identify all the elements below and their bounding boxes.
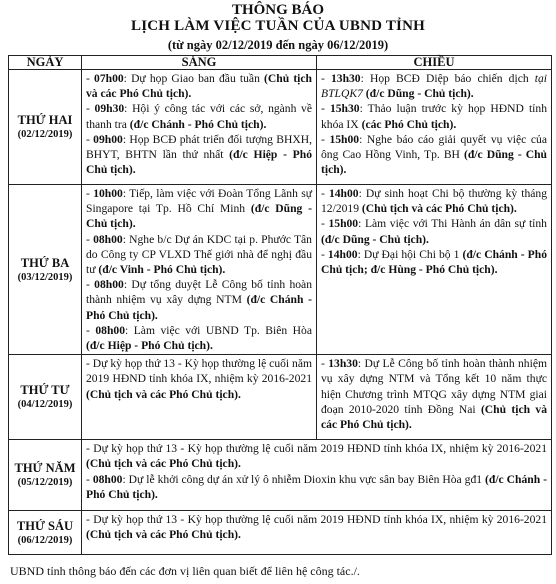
- schedule-entry: - 09h30: Hội ý công tác với các sở, ngành về thanh tra (đ/c Chánh - Phó Chủ tịch).: [86, 102, 313, 131]
- schedule-entry: - 14h00: Dự Đại hội Chi bộ 1 (đ/c Chánh - Phó Chủ tịch; đ/c Hùng - Phó Chủ tịch).: [321, 247, 548, 277]
- notice-title: THÔNG BÁO: [231, 2, 325, 18]
- day-cell: [9, 70, 82, 185]
- day-date: (04/12/2019): [17, 399, 73, 411]
- entry-text: Dự tổng duyệt Lễ Công bố tỉnh hoàn thành nhiệm vụ xây dựng NTM: [86, 278, 312, 307]
- day-name: THỨ HAI: [17, 112, 73, 127]
- entry-attendees: (các Phó Chủ tịch).: [361, 117, 457, 131]
- entry-attendees: (đ/c Chánh - Phó Chủ tịch).: [86, 472, 547, 501]
- entry-text: Họp BCĐ phát triển đối tượng BHXH, BHYT, BHTN lần thứ nhất: [86, 132, 312, 162]
- entry-time: 14h00: [327, 247, 358, 261]
- entry-time: 09h30: [94, 102, 125, 116]
- entry-text: Thảo luận trước kỳ họp HĐND tỉnh khóa IX: [321, 102, 547, 131]
- entry-text: Họp BCĐ Diệp báo chiến dịch: [369, 72, 535, 85]
- day-date: (02/12/2019): [17, 129, 73, 141]
- entry-text: Dự Lễ Công bố tỉnh hoàn thành nhiệm vụ xây dựng NTM và Tổng kết 10 năm thực hiện Chương trình MTQG xây dựng NTM giai đoạn 2010-2020 tỉnh Đồng Nai: [321, 357, 547, 416]
- schedule-entry: - Dự kỳ họp thứ 13 - Kỳ họp thường lệ cuối năm 2019 HĐND tỉnh khóa IX, nhiệm kỳ 2016-2021 (Chủ tịch và các Phó Chủ tịch).: [86, 442, 547, 471]
- schedule-entry: - 13h30: Họp BCĐ Diệp báo chiến dịch tại BTLQK7 (đ/c Dũng - Chủ tịch).: [321, 72, 547, 101]
- day-name: THỨ SÁU: [16, 518, 74, 533]
- afternoon-cell: [317, 70, 552, 185]
- schedule-entry: - 08h00: Dự lễ khởi công dự án xử lý ô nhiễm Dioxin khu vực sân bay Biên Hòa gđ1 (đ/c Chánh - Phó Chủ tịch).: [86, 472, 547, 501]
- entry-attendees: (đ/c Dũng - Chủ tịch).: [321, 148, 547, 177]
- schedule-entry: - Dự kỳ họp thứ 13 - Kỳ họp thường lệ cuối năm 2019 HĐND tỉnh khóa IX, nhiệm kỳ 2016-2021 (Chủ tịch và các Phó Chủ tịch).: [86, 513, 547, 542]
- entry-time: 13h30: [328, 357, 358, 371]
- day-cell: [9, 185, 82, 355]
- schedule-entry: - 08h00: Dự tổng duyệt Lễ Công bố tỉnh hoàn thành nhiệm vụ xây dựng NTM (đ/c Chánh - Phó Chủ tịch).: [86, 278, 312, 322]
- entry-text: Dự Đại hội Chi bộ 1: [363, 247, 463, 261]
- schedule-entry: - 08h00: Nghe b/c Dự án KDC tại p. Phước Tân do Công ty CP VLXD Thế giới nhà để nghị đầu tư (đ/c Vinh - Phó Chủ tịch).: [86, 232, 312, 277]
- entry-attendees: (Chủ tịch và các Phó Chủ tịch).: [86, 72, 312, 101]
- entry-time: 13h30: [330, 72, 361, 85]
- entry-text: Làm việc với UBND Tp. Biên Hòa: [133, 323, 312, 337]
- entry-attendees: (đ/c Vinh - Phó Chủ tịch).: [98, 263, 226, 277]
- schedule-entry: - 10h00: Tiếp, làm việc với Đoàn Tổng Lãnh sự Singapore tại Tp. Hồ Chí Minh (đ/c Dũng - Chủ tịch).: [86, 187, 312, 231]
- entry-attendees: (đ/c Chánh - Phó Chủ tịch; đ/c Hùng - Phó Chủ tịch).: [321, 247, 548, 277]
- header-row: [9, 56, 552, 70]
- schedule-entry: - 08h00: Làm việc với UBND Tp. Biên Hòa (đ/c Hiệp - Phó Chủ tịch).: [86, 323, 312, 353]
- entry-attendees: (Chủ tịch và các Phó Chủ tịch).: [361, 202, 517, 216]
- entry-attendees: (Chủ tịch và các Phó Chủ tịch).: [86, 457, 241, 471]
- morning-cell: [82, 185, 317, 355]
- day-cell: [9, 355, 82, 440]
- entry-text: Dự lễ khởi công dự án xử lý ô nhiễm Dioxin khu vực sân bay Biên Hòa gđ1: [128, 472, 486, 486]
- entry-time: 14h00: [328, 187, 359, 200]
- entry-attendees: (đ/c Dũng - Chủ tịch).: [321, 232, 429, 246]
- footer-note: UBND tỉnh thông báo đến các đơn vị liên quan biết để liên hệ công tác./.: [10, 564, 360, 578]
- entry-text: Nghe báo cáo giải quyết vụ việc của ông Cao Hồng Vinh, Tp. BH: [321, 132, 547, 162]
- entry-time: 08h00: [92, 472, 123, 486]
- entry-text: Dự kỳ họp thứ 13 - Kỳ họp thường lệ cuối năm 2019 HĐND tỉnh khóa IX, nhiệm kỳ 2016-2021: [93, 513, 547, 527]
- table-row: [9, 70, 552, 185]
- table-row: [9, 185, 552, 355]
- entry-attendees: (đ/c Dũng - Chủ tịch).: [86, 202, 312, 231]
- day-date: (05/12/2019): [17, 477, 73, 489]
- day-name: THỨ NĂM: [14, 461, 76, 476]
- entry-time: 08h00: [94, 278, 124, 292]
- entry-text: Nghe b/c Dự án KDC tại p. Phước Tân do Công ty CP VLXD Thế giới nhà để nghị đầu tư: [86, 232, 312, 277]
- day-name: THỨ TƯ: [20, 383, 70, 398]
- entry-attendees: (đ/c Chánh - Phó Chủ tịch).: [129, 117, 267, 131]
- notice-subtitle: LỊCH LÀM VIỆC TUẦN CỦA UBND TỈNH: [131, 18, 425, 34]
- morning-cell: [82, 440, 552, 511]
- entry-time: 10h00: [93, 187, 123, 200]
- entry-text: Dự kỳ họp thứ 13 - Kỳ họp thường lệ cuối năm 2019 HĐND tỉnh khóa IX, nhiệm kỳ 2016-2021: [93, 442, 547, 456]
- entry-attendees: (đ/c Chánh - Phó Chủ tịch).: [86, 293, 312, 322]
- schedule-entry: - 15h30: Thảo luận trước kỳ họp HĐND tỉnh khóa IX (các Phó Chủ tịch).: [321, 102, 547, 131]
- entry-text: Làm việc với Thi Hành án dân sự tỉnh: [364, 217, 547, 231]
- entry-time: 09h00: [93, 132, 123, 146]
- entry-text: Tiếp, làm việc với Đoàn Tổng Lãnh sự Singapore tại Tp. Hồ Chí Minh: [86, 187, 312, 216]
- entry-time: 15h00: [329, 132, 360, 146]
- day-name: THỨ BA: [20, 255, 70, 270]
- schedule-entry: - 09h00: Họp BCĐ phát triển đối tượng BHXH, BHYT, BHTN lần thứ nhất (đ/c Hiệp - Phó Chủ tịch).: [86, 132, 312, 177]
- entry-time: 15h00: [328, 217, 359, 231]
- entry-time: 08h00: [93, 232, 123, 246]
- entry-time: 08h00: [95, 323, 125, 337]
- col-header-morning: SÁNG: [82, 56, 317, 70]
- morning-cell: [82, 511, 552, 555]
- entry-location: tại BTLQK7: [321, 72, 547, 101]
- entry-attendees: (đ/c Hiệp - Phó Chủ tịch).: [86, 148, 312, 177]
- date-range: (từ ngày 02/12/2019 đến ngày 06/12/2019): [167, 38, 389, 52]
- entry-time: 15h30: [329, 102, 360, 116]
- day-cell: [9, 511, 82, 555]
- col-header-afternoon: CHIỀU: [317, 56, 552, 70]
- table-row: [9, 440, 552, 511]
- col-header-day: NGÀY: [9, 56, 82, 70]
- schedule-entry: - 07h00: Dự họp Giao ban đầu tuần (Chủ tịch và các Phó Chủ tịch).: [86, 72, 312, 101]
- table-row: [9, 511, 552, 555]
- schedule-table: [8, 55, 552, 555]
- afternoon-cell: [317, 355, 552, 440]
- entry-attendees: (đ/c Dũng - Chủ tịch).: [362, 87, 474, 101]
- entry-attendees: (đ/c Hiệp - Phó Chủ tịch).: [86, 339, 213, 353]
- table-row: [9, 355, 552, 440]
- entry-text: Dự sinh hoạt Chi bộ thường kỳ tháng 12/2019: [321, 187, 547, 216]
- entry-text: Dự kỳ họp thứ 13 - Kỳ họp thường lệ cuối năm 2019 HĐND tỉnh khóa IX, nhiệm kỳ 2016-2021: [86, 357, 313, 386]
- schedule-entry: - Dự kỳ họp thứ 13 - Kỳ họp thường lệ cuối năm 2019 HĐND tỉnh khóa IX, nhiệm kỳ 2016-2021 (Chủ tịch và các Phó Chủ tịch).: [86, 357, 313, 401]
- schedule-entry: - 15h00: Làm việc với Thi Hành án dân sự tỉnh (đ/c Dũng - Chủ tịch).: [321, 217, 547, 246]
- day-date: (03/12/2019): [17, 271, 73, 283]
- entry-text: Hội ý công tác với các sở, ngành về thanh tra: [86, 102, 313, 131]
- entry-attendees: (Chủ tịch và các Phó Chủ tịch).: [321, 402, 547, 432]
- day-cell: [9, 440, 82, 511]
- morning-cell: [82, 70, 317, 185]
- entry-attendees: (Chủ tịch và các Phó Chủ tịch).: [86, 528, 241, 542]
- day-date: (06/12/2019): [17, 534, 73, 546]
- schedule-entry: - 15h00: Nghe báo cáo giải quyết vụ việc của ông Cao Hồng Vinh, Tp. BH (đ/c Dũng - Chủ tịch).: [321, 132, 547, 177]
- entry-text: Dự họp Giao ban đầu tuần: [131, 72, 265, 85]
- schedule-entry: - 13h30: Dự Lễ Công bố tỉnh hoàn thành nhiệm vụ xây dựng NTM và Tổng kết 10 năm thực hiện Chương trình MTQG xây dựng NTM giai đoạn 2010-2020 tỉnh Đồng Nai (Chủ tịch và các Phó Chủ tịch).: [321, 357, 547, 432]
- morning-cell: [82, 355, 317, 440]
- afternoon-cell: [317, 185, 552, 355]
- schedule-entry: - 14h00: Dự sinh hoạt Chi bộ thường kỳ tháng 12/2019 (Chủ tịch và các Phó Chủ tịch).: [321, 187, 547, 216]
- entry-time: 07h00: [94, 72, 124, 85]
- entry-attendees: (Chủ tịch và các Phó Chủ tịch).: [86, 387, 241, 401]
